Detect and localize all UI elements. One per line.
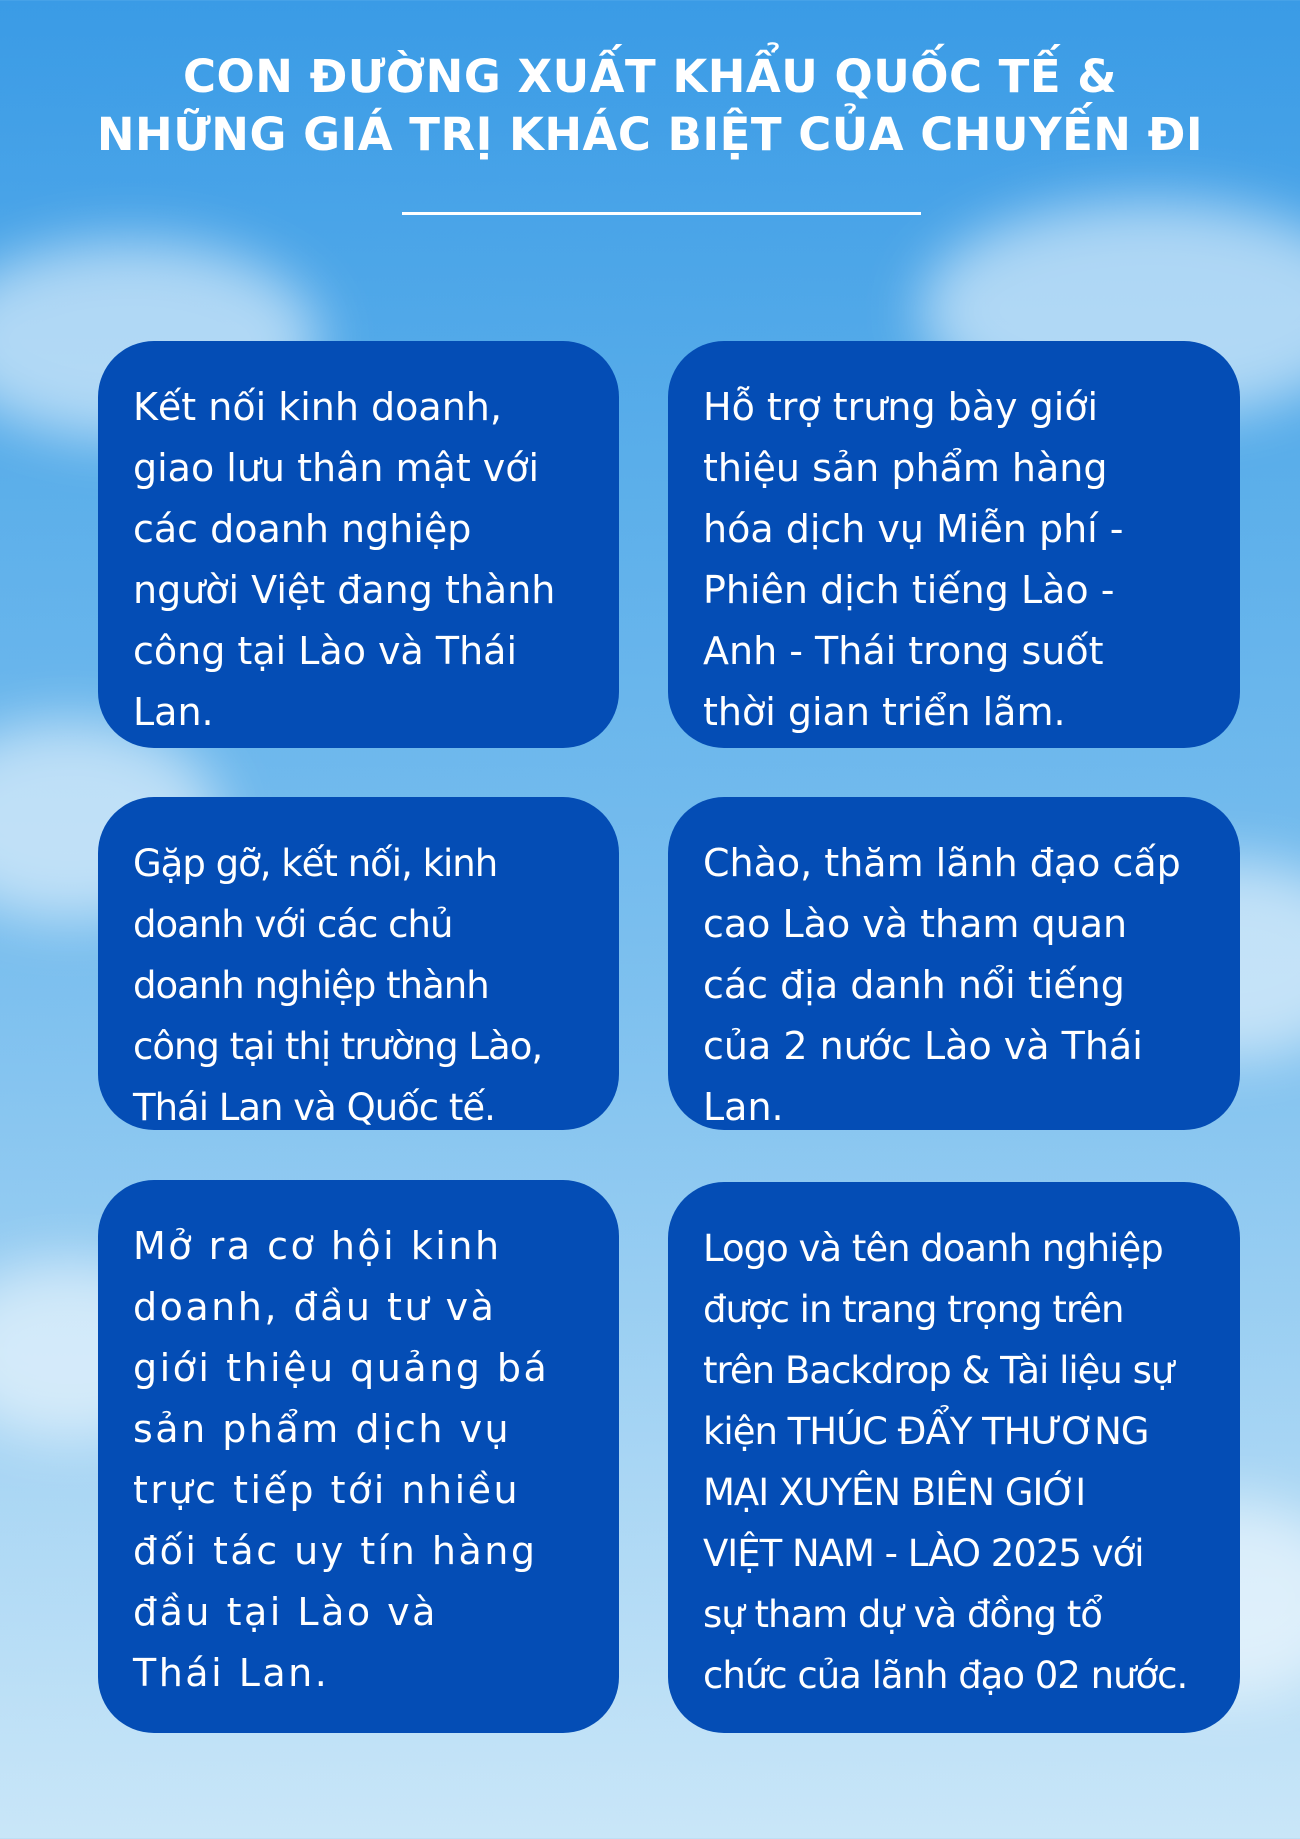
title-divider bbox=[402, 212, 921, 215]
benefit-card-visit-leaders bbox=[668, 797, 1240, 1130]
page-title bbox=[0, 48, 1300, 164]
benefit-text: Mở ra cơ hội kinh doanh, đầu tư và giới thiệu quảng bá sản phẩm dịch vụ trực tiếp tới nhiều đối tác uy tín hàng đầu tại Lào và Thái Lan. bbox=[133, 1224, 550, 1695]
benefit-card-meet-entrepreneurs bbox=[98, 797, 619, 1130]
benefit-text: Gặp gỡ, kết nối, kinh doanh với các chủ doanh nghiệp thành công tại thị trường Lào, Thái Lan và Quốc tế. bbox=[133, 842, 543, 1129]
benefit-card-business-connection bbox=[98, 341, 619, 748]
benefit-text: Kết nối kinh doanh, giao lưu thân mật với các doanh nghiệp người Việt đang thành công tại Lào và Thái Lan. bbox=[133, 385, 556, 734]
benefit-card-logo-branding bbox=[668, 1182, 1240, 1733]
benefit-text: Hỗ trợ trưng bày giới thiệu sản phẩm hàng hóa dịch vụ Miễn phí - Phiên dịch tiếng Lào - Anh - Thái trong suốt thời gian triển lãm. bbox=[703, 385, 1124, 734]
benefit-text: Chào, thăm lãnh đạo cấp cao Lào và tham quan các địa danh nổi tiếng của 2 nước Lào và Thái Lan. bbox=[703, 841, 1181, 1129]
benefit-card-business-opportunity bbox=[98, 1180, 619, 1733]
title-line-2: NHỮNG GIÁ TRỊ KHÁC BIỆT CỦA CHUYẾN ĐI bbox=[96, 108, 1204, 161]
title-line-1: CON ĐƯỜNG XUẤT KHẨU QUỐC TẾ & bbox=[182, 50, 1118, 103]
benefit-text: Logo và tên doanh nghiệp được in trang trọng trên trên Backdrop & Tài liệu sự kiện THÚC ĐẨY THƯƠNG MẠI XUYÊN BIÊN GIỚI VIỆT NAM - LÀO 2025 với sự tham dự và đồng tổ chức của lãnh đạo 02 nước. bbox=[703, 1227, 1188, 1697]
benefit-card-exhibition-support bbox=[668, 341, 1240, 748]
